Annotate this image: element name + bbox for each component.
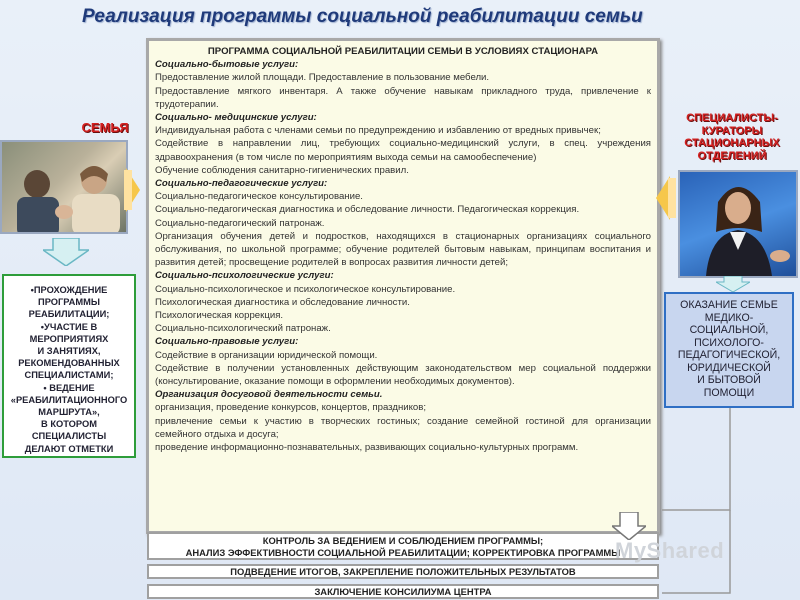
left-arrow-stem [124, 170, 132, 210]
specialists-label-line: КУРАТОРЫ [701, 124, 763, 137]
help-line: И БЫТОВОЙ [697, 374, 761, 386]
family-duties-line: ПРОГРАММЫ [38, 297, 100, 308]
help-line: ОКАЗАНИЕ СЕМЬЕ [680, 299, 778, 311]
program-item: Социально-психологическое и психологическое консультирование. [155, 283, 456, 295]
family-duties-line: МАРШРУТА», [38, 407, 100, 418]
help-line: ПЕДАГОГИЧЕСКОЙ, [677, 349, 781, 361]
program-item: Содействие в организации юридической помощи. [155, 349, 378, 361]
control-line: КОНТРОЛЬ ЗА ВЕДЕНИЕМ И СОБЛЮДЕНИЕМ ПРОГРАММЫ; [262, 535, 544, 546]
conclusion-bar: ЗАКЛЮЧЕНИЕ КОНСИЛИУМА ЦЕНТРА [147, 584, 659, 599]
specialists-help-box [664, 292, 794, 408]
family-duties-line: РЕКОМЕНДОВАННЫХ [18, 358, 120, 369]
program-section-heading: Организация досуговой деятельности семьи. [155, 389, 383, 401]
program-item: Организация обучения детей и подростков, находящихся в стационарных организациях социального обслуживания, по школьной программе; обучение родителей бытовым навыкам, принципам воспитания и развития детей; просвещение родителей в вопросах развития личности детей; [155, 230, 651, 269]
page-title: Реализация программы социальной реабилитации семьи [82, 6, 643, 27]
down-arrow-icon [43, 238, 89, 266]
family-duties-line: ДЕЛАЮТ ОТМЕТКИ [24, 443, 114, 454]
family-duties-line: В КОТОРОМ [41, 419, 97, 430]
program-item: Обучение соблюдения санитарно-гигиенических правил. [155, 164, 409, 176]
family-duties-line: •УЧАСТИЕ В [40, 321, 98, 332]
program-section-heading: Социально-педагогические услуги: [155, 178, 328, 190]
program-item: Социально-психологический патронаж. [155, 323, 331, 335]
program-section-heading: Социально-правовые услуги: [155, 336, 299, 348]
help-line: СОЦИАЛЬНОЙ, [689, 324, 769, 336]
program-content [155, 45, 651, 527]
control-line: АНАЛИЗ ЭФФЕКТИВНОСТИ СОЦИАЛЬНОЙ РЕАБИЛИТАЦИИ; КОРРЕКТИРОВКА ПРОГРАММЫ [185, 547, 621, 558]
specialists-label-line: ОТДЕЛЕНИЙ [697, 149, 767, 162]
family-label: СЕМЬЯ [81, 120, 129, 135]
watermark: MyShared [615, 538, 725, 563]
program-item: Психологическая коррекция. [155, 310, 284, 322]
program-item: Предоставление мягкого инвентаря. А также обучение навыкам прикладного труда, привлечение к трудотерапии. [155, 85, 651, 110]
family-duties-line: РЕАБИЛИТАЦИИ; [28, 309, 110, 320]
help-line: ПСИХОЛОГО- [694, 336, 764, 349]
control-bar [147, 532, 659, 560]
summary-bar: ПОДВЕДЕНИЕ ИТОГОВ, ЗАКРЕПЛЕНИЕ ПОЛОЖИТЕЛЬНЫХ РЕЗУЛЬТАТОВ [147, 564, 659, 579]
program-item: привлечение семьи к участию в творческих гостиных; создание семейной гостиной для организации семейного отдыха и досуга; [155, 415, 651, 440]
bar-down-arrow-icon [612, 512, 646, 540]
program-item: Социально-педагогическое консультирование. [155, 191, 363, 203]
program-section-heading: Социально-бытовые услуги: [155, 59, 299, 71]
specialists-label [664, 112, 800, 162]
program-item: Содействие в направлении лиц, требующих социально-медицинский услуги, в спец. учреждения здравоохранения (в том числе по мероприятиям выхода семьи на самообеспечение) [155, 138, 651, 163]
family-duties-line: •ПРОХОЖДЕНИЕ [30, 285, 108, 295]
family-duties-line: «РЕАБИЛИТАЦИОННОГО [10, 394, 128, 405]
family-duties-line: СПЕЦИАЛИСТЫ [31, 431, 107, 442]
family-duties-line: МЕРОПРИЯТИЯХ [29, 333, 109, 344]
program-item: Психологическая диагностика и обследование личности. [155, 296, 410, 308]
program-section-heading: Социально- медицинские услуги: [155, 112, 317, 124]
right-down-arrow-icon [716, 276, 750, 292]
program-item: Социально-педагогический патронаж. [155, 217, 325, 229]
connector-lines [640, 408, 800, 600]
program-title: ПРОГРАММА СОЦИАЛЬНОЙ РЕАБИЛИТАЦИИ СЕМЬИ В УСЛОВИЯХ СТАЦИОНАРА [207, 46, 599, 57]
family-image-icon [2, 142, 126, 232]
program-section-heading: Социально-психологические услуги: [155, 270, 334, 282]
help-line: ПОМОЩИ [703, 386, 755, 399]
family-duties-box [2, 274, 136, 458]
specialist-image-icon [680, 172, 796, 276]
program-item: Содействие в получении установленных действующим законодательством мер социальной поддержки (консультирование, оказание помощи в оформлении необходимых документов). [155, 362, 651, 388]
family-photo [0, 140, 128, 234]
program-item: проведение информационно-познавательных, развивающих социально-культурных программ. [155, 442, 579, 454]
specialist-photo [678, 170, 798, 278]
specialists-label-line: СТАЦИОНАРНЫХ [684, 137, 780, 149]
program-item: Предоставление жилой площади. Предоставление в пользование мебели. [155, 72, 490, 84]
family-duties-line: СПЕЦИАЛИСТАМИ; [24, 370, 114, 381]
family-duties-line: И ЗАНЯТИЯХ, [37, 346, 101, 357]
specialists-label-line: СПЕЦИАЛИСТЫ- [686, 112, 778, 124]
program-panel [146, 38, 660, 534]
right-arrow-stem [668, 178, 676, 218]
program-item: Индивидуальная работа с членами семьи по предупреждению и избавлению от вредных привычек; [155, 125, 601, 137]
help-line: МЕДИКО- [704, 311, 754, 324]
program-item: организация, проведение конкурсов, концертов, праздников; [155, 402, 427, 414]
program-item: Социально-педагогическая диагностика и обследование личности. Педагогическая коррекция. [155, 204, 580, 216]
help-line: ЮРИДИЧЕСКОЙ [687, 361, 771, 374]
family-duties-line: • ВЕДЕНИЕ [43, 382, 95, 393]
